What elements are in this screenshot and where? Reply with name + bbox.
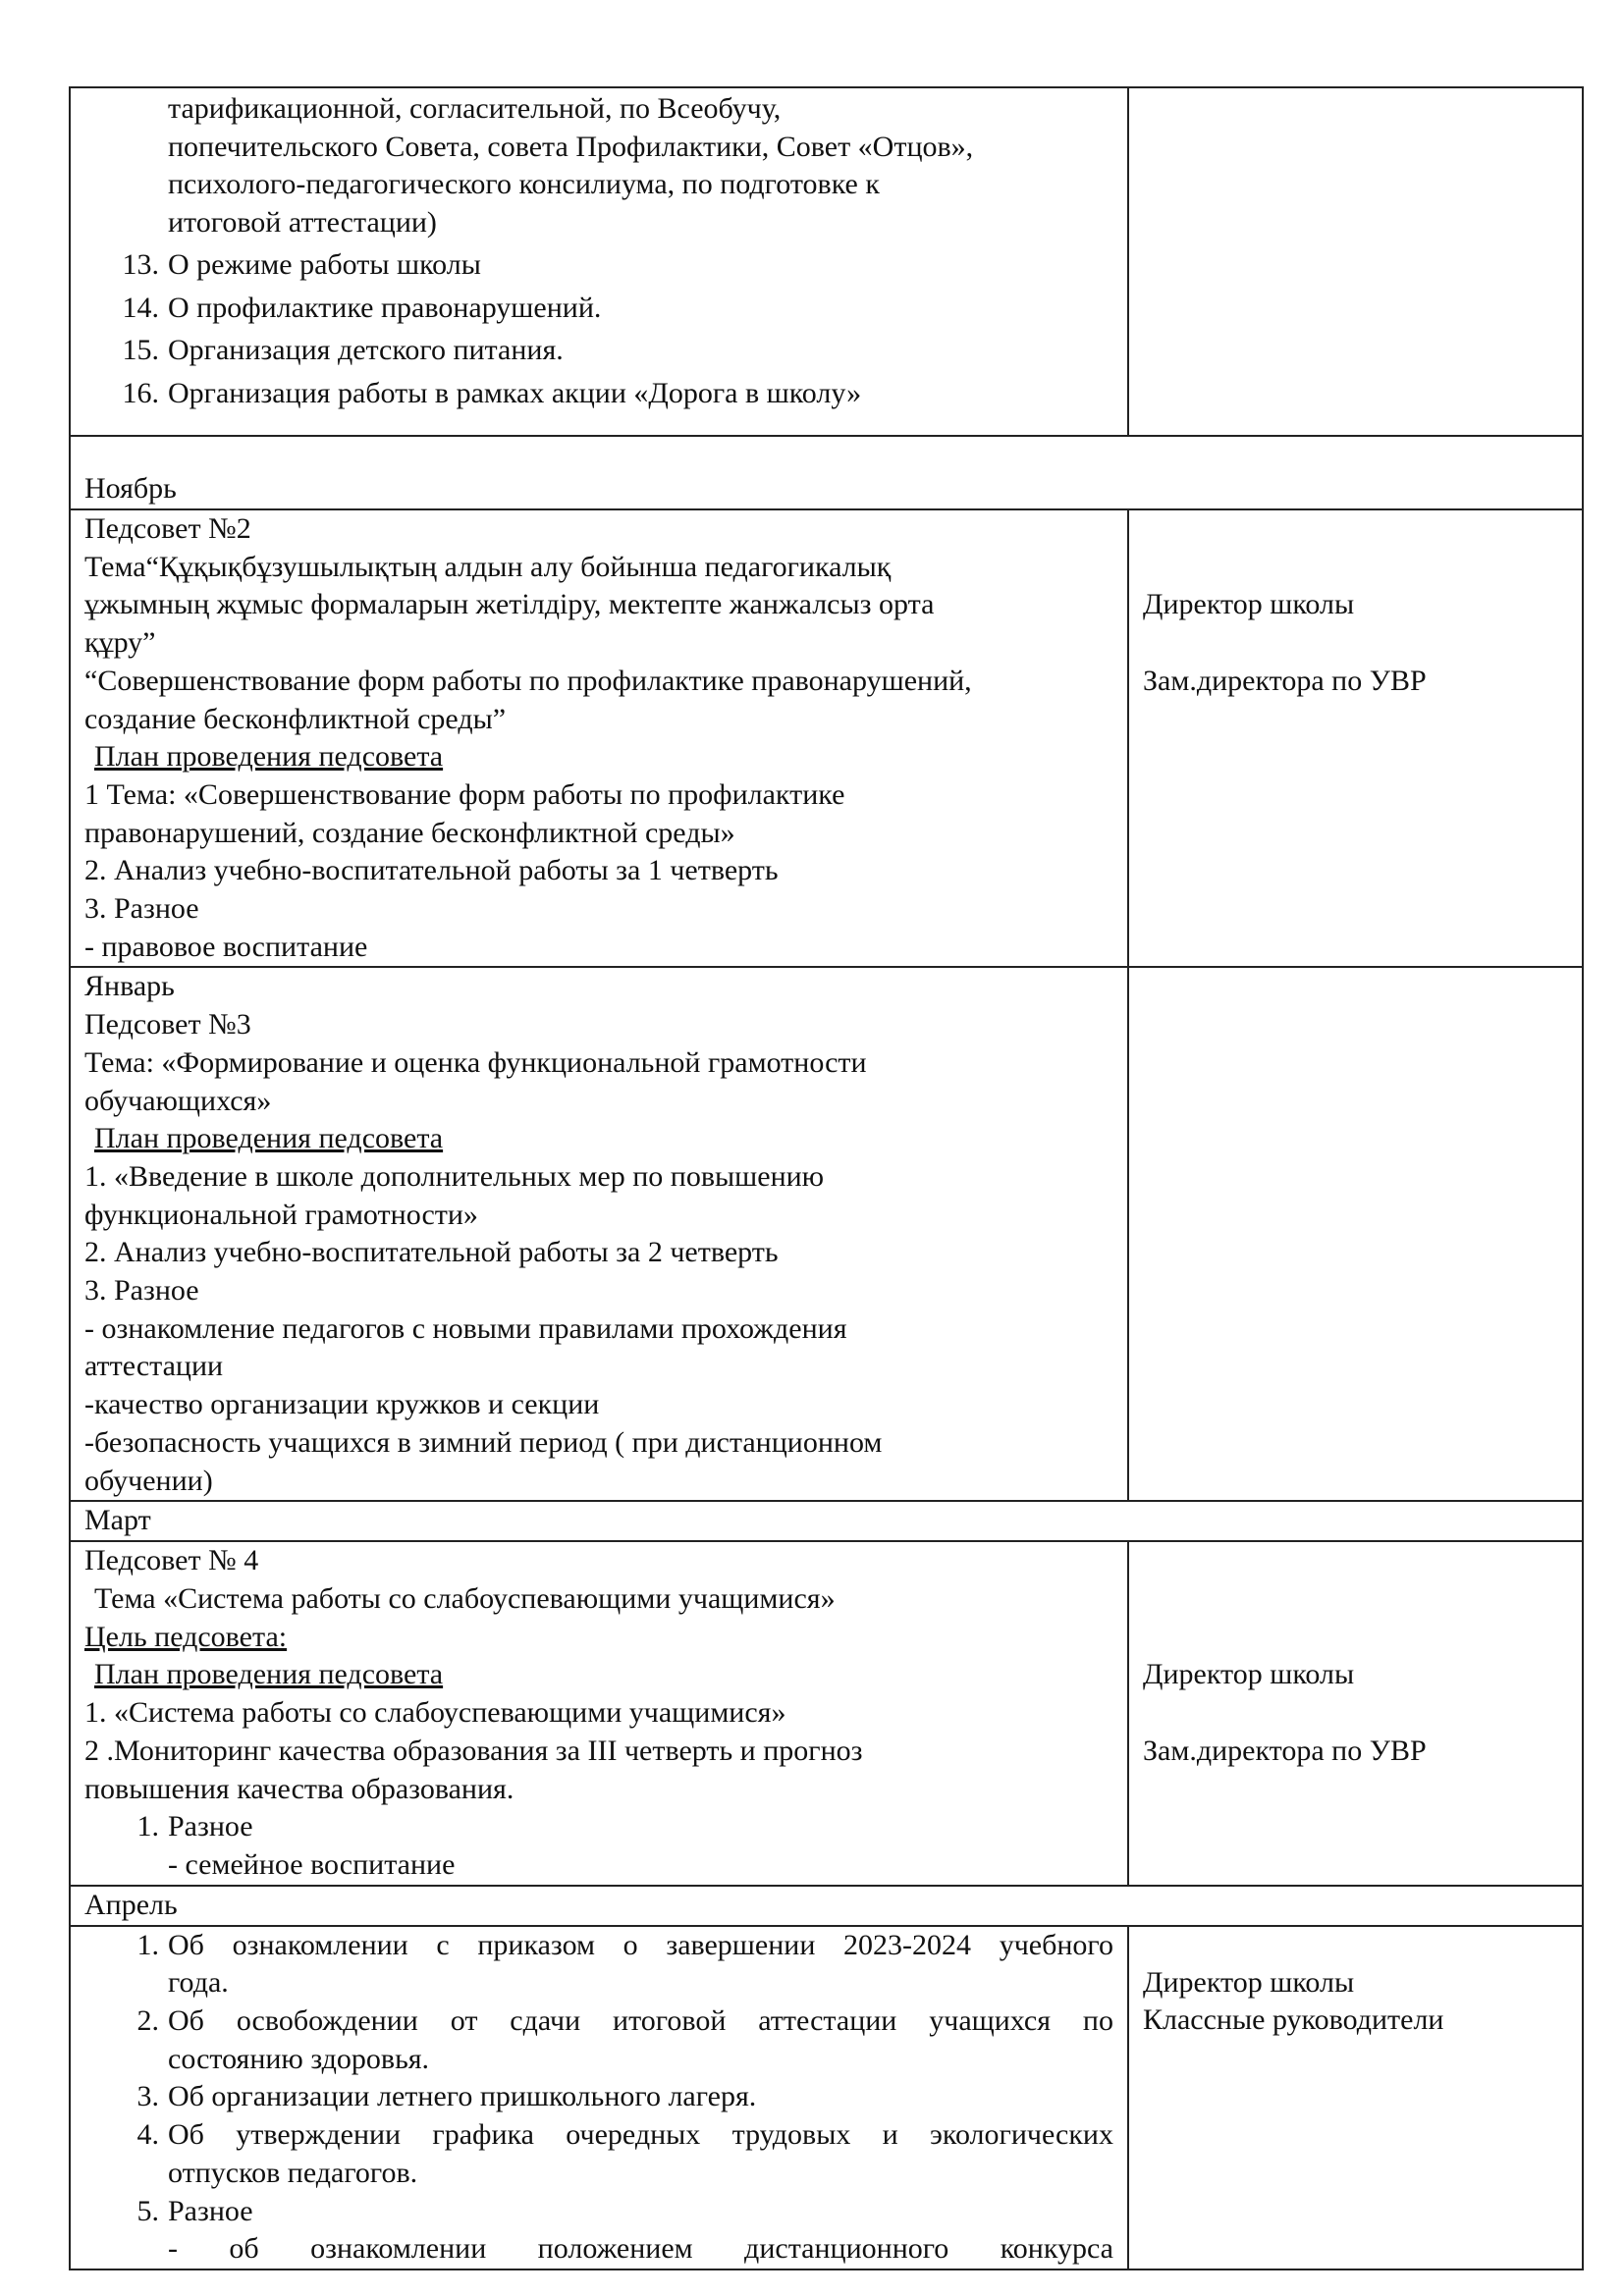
- plan-heading: План проведения педсовета: [94, 1122, 444, 1155]
- text-line: ұжымның жұмыс формаларын жетілдіру, мектепте жанжалсыз орта: [84, 588, 935, 621]
- text-line: создание бесконфликтной среды”: [84, 702, 507, 735]
- month-label: Ноябрь: [84, 472, 177, 505]
- responsible-text: Зам.директора по УВР: [1143, 1734, 1427, 1767]
- responsible-cell: [1128, 1926, 1583, 2269]
- plan-table: [69, 86, 1584, 2270]
- table-row: [70, 1501, 1583, 1541]
- text-line: тарификационной, согласительной, по Всеобучу,: [168, 92, 782, 125]
- text-line: -безопасность учащихся в зимний период ( при дистанционном: [84, 1425, 883, 1459]
- month-label: Апрель: [84, 1888, 178, 1921]
- list-item: 13. О режиме работы школы: [122, 247, 481, 281]
- list-item: 2. Об освобождении от сдачи итоговой аттестации учащихся по состоянию здоровья.: [136, 2004, 1113, 2075]
- table-row: [70, 509, 1583, 967]
- text-line: 3. Разное: [84, 892, 199, 926]
- text-line: Тема“Құқықбұзушылықтың алдын алу бойынша педагогикалық: [84, 550, 892, 583]
- text-line: функциональной грамотности»: [84, 1198, 478, 1231]
- text-line: 1. «Введение в школе дополнительных мер по повышению: [84, 1159, 825, 1193]
- content-cell: [70, 509, 1128, 967]
- plan-heading: План проведения педсовета: [94, 1658, 444, 1691]
- text-line: 3. Разное: [84, 1274, 199, 1308]
- list-item: 1. Об ознакомлении с приказом о завершении 2023-2024 учебного года.: [136, 1928, 1113, 2000]
- table-row: [70, 1886, 1583, 1926]
- table-row: [70, 87, 1583, 436]
- text-line: -качество организации кружков и секции: [84, 1388, 600, 1421]
- text-line: попечительского Совета, совета Профилактики, Совет «Отцов»,: [168, 130, 974, 163]
- list-item: 4. Об утверждении графика очередных трудовых и экологических отпусков педагогов.: [136, 2118, 1113, 2189]
- responsible-cell: [1128, 509, 1583, 967]
- month-cell: [70, 1886, 1583, 1926]
- text-line: Педсовет №3: [84, 1008, 251, 1041]
- text-line: Педсовет №2: [84, 512, 251, 545]
- text-line: - об ознакомлении положением дистанционного конкурса: [168, 2232, 1113, 2266]
- plan-heading: План проведения педсовета: [94, 740, 444, 774]
- text-line: “Совершенствование форм работы по профилактике правонарушений,: [84, 664, 972, 697]
- text-line: обучающихся»: [84, 1084, 272, 1117]
- text-line: Педсовет № 4: [84, 1544, 259, 1577]
- content-cell: [70, 967, 1128, 1501]
- text-line: обучении): [84, 1464, 213, 1497]
- goal-heading: Цель педсовета:: [84, 1620, 288, 1653]
- text-line: - семейное воспитание: [168, 1847, 456, 1881]
- month-cell: [70, 1501, 1583, 1541]
- month-label: Март: [84, 1504, 151, 1537]
- document-page: [69, 86, 1582, 2270]
- month-label: Январь: [84, 970, 175, 1003]
- text-line: 1 Тема: «Совершенствование форм работы по профилактике: [84, 777, 845, 811]
- list-item: 14. О профилактике правонарушений.: [122, 291, 602, 324]
- text-line: итоговой аттестации): [168, 206, 437, 240]
- responsible-text: Классные руководители: [1143, 2003, 1444, 2037]
- responsible-text: Директор школы: [1143, 1658, 1355, 1691]
- responsible-cell: [1128, 87, 1583, 436]
- text-line: - ознакомление педагогов с новыми правилами прохождения: [84, 1311, 847, 1345]
- text-line: правонарушений, создание бесконфликтной среды»: [84, 816, 735, 849]
- responsible-text: Директор школы: [1143, 1965, 1355, 1999]
- list-item: 5. Разное: [136, 2194, 253, 2227]
- content-cell: [70, 1926, 1128, 2269]
- text-line: психолого-педагогического консилиума, по подготовке к: [168, 168, 880, 201]
- table-row: [70, 1926, 1583, 2269]
- text-line: 2. Анализ учебно-воспитательной работы за 2 четверть: [84, 1236, 779, 1269]
- list-item: 16. Организация работы в рамках акции «Дорога в школу»: [122, 376, 862, 409]
- text-line: повышения качества образования.: [84, 1772, 514, 1805]
- responsible-cell: [1128, 1541, 1583, 1885]
- text-line: 2. Анализ учебно-воспитательной работы за 1 четверть: [84, 854, 779, 887]
- text-line: құру”: [84, 626, 156, 660]
- table-row: [70, 967, 1583, 1501]
- list-item: 15. Организация детского питания.: [122, 334, 564, 367]
- responsible-text: Директор школы: [1143, 588, 1355, 620]
- content-cell: [70, 1541, 1128, 1885]
- list-item: 1. Разное: [136, 1810, 253, 1843]
- table-row: [70, 436, 1583, 509]
- responsible-cell: [1128, 967, 1583, 1501]
- month-cell: [70, 436, 1583, 509]
- content-cell: [70, 87, 1128, 436]
- text-line: 1. «Система работы со слабоуспевающими учащимися»: [84, 1696, 786, 1730]
- text-line: - правовое воспитание: [84, 930, 368, 963]
- text-line: 2 .Мониторинг качества образования за III четверть и прогноз: [84, 1734, 863, 1767]
- responsible-text: Зам.директора по УВР: [1143, 664, 1427, 697]
- table-row: [70, 1541, 1583, 1885]
- list-item: 3. Об организации летнего пришкольного лагеря.: [136, 2080, 757, 2113]
- text-line: Тема: «Формирование и оценка функциональной грамотности: [84, 1045, 867, 1079]
- text-line: Тема «Система работы со слабоуспевающими учащимися»: [94, 1581, 836, 1615]
- text-line: аттестации: [84, 1350, 224, 1383]
